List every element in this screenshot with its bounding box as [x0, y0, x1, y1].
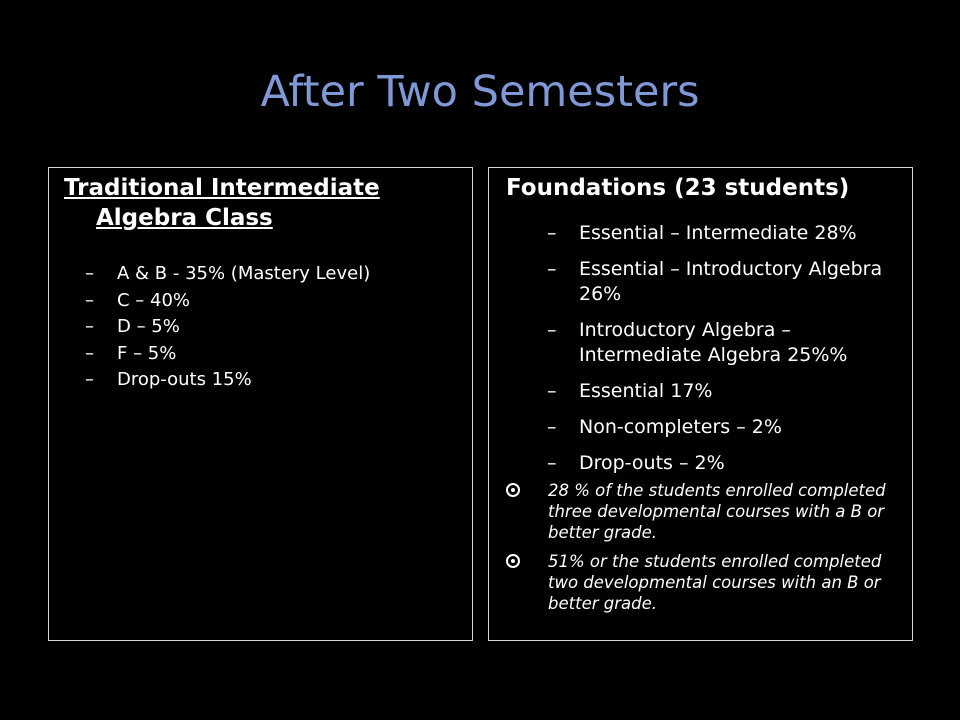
dash-icon: – [85, 369, 94, 390]
list-item [85, 288, 370, 315]
list-item [547, 379, 902, 404]
dash-icon: – [85, 263, 94, 284]
foundations-notes-list [506, 480, 901, 622]
list-item [85, 341, 370, 368]
list-item [85, 261, 370, 288]
list-item-text: D – 5% [117, 316, 180, 337]
list-item [85, 367, 370, 394]
dash-icon: – [85, 342, 94, 364]
list-item [547, 318, 902, 368]
list-item-text: Non-completers – 2% [579, 416, 782, 438]
dash-icon: – [547, 380, 557, 402]
list-item [85, 314, 370, 341]
list-item [547, 257, 902, 307]
note-item [506, 480, 901, 543]
list-item-text: Essential – Intermediate 28% [579, 222, 857, 244]
list-item-text: Drop-outs – 2% [579, 452, 725, 474]
traditional-class-panel [48, 167, 473, 641]
list-item-text: F – 5% [117, 342, 177, 364]
note-text: 51% or the students enrolled completed two developmental courses with an B or better grade. [548, 552, 882, 613]
circled-dot-icon [506, 483, 520, 497]
list-item-text: Introductory Algebra – Intermediate Algebra 25%% [579, 319, 848, 366]
traditional-class-heading: Traditional Intermediate Algebra Class [64, 175, 380, 231]
list-item-text: Drop-outs 15% [117, 369, 252, 390]
slide-title: After Two Semesters [260, 67, 700, 117]
dash-icon: – [85, 316, 94, 337]
dash-icon: – [547, 452, 557, 474]
list-item-text: C – 40% [117, 289, 191, 311]
list-item [547, 221, 902, 246]
list-item [547, 415, 902, 440]
foundations-results-list [547, 221, 902, 487]
circled-dot-icon [506, 554, 520, 568]
list-item-text: Essential 17% [579, 380, 713, 402]
dash-icon: – [85, 289, 94, 311]
foundations-heading: Foundations (23 students) [506, 175, 850, 201]
list-item-text: Essential – Introductory Algebra 26% [579, 258, 883, 305]
list-item-text: A & B - 35% (Mastery Level) [117, 263, 371, 284]
list-item [547, 451, 902, 476]
dash-icon: – [547, 222, 557, 244]
dash-icon: – [547, 416, 557, 438]
note-item [506, 551, 901, 614]
dash-icon: – [547, 258, 557, 280]
dash-icon: – [547, 319, 557, 341]
foundations-panel [488, 167, 913, 641]
note-text: 28 % of the students enrolled completed three developmental courses with a B or better grade. [548, 481, 886, 542]
traditional-results-list [85, 261, 370, 394]
